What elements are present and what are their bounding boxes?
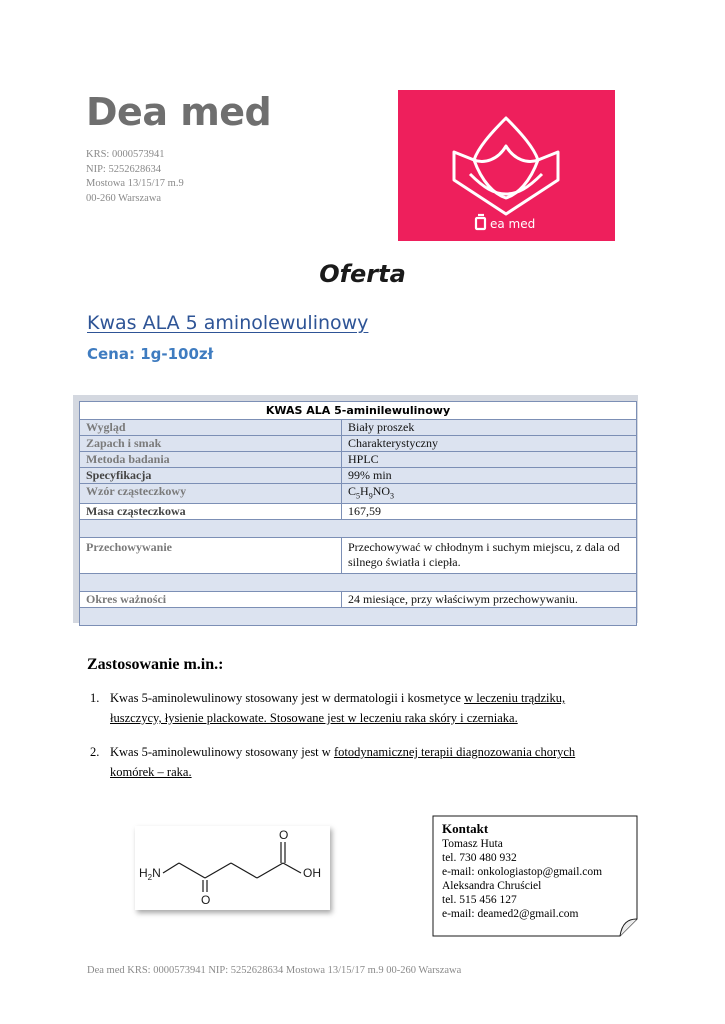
spec-label: Wygląd — [80, 420, 342, 436]
hydroxyl-group: OH — [303, 866, 321, 880]
table-row — [80, 538, 637, 574]
spec-value: 167,59 — [342, 504, 637, 520]
product-name: Kwas ALA 5 aminolewulinowy — [87, 312, 369, 334]
company-info — [86, 148, 184, 206]
spec-label: Zapach i smak — [80, 436, 342, 452]
molecule-structure — [135, 826, 330, 910]
spec-label: Wzór cząsteczkowy — [80, 484, 342, 504]
logo-text: ea med — [490, 217, 536, 231]
spec-value: 24 miesiące, przy właściwym przechowywaniu. — [342, 592, 637, 608]
list-item: 2. Kwas 5-aminolewulinowy stosowany jest w fotodynamicznej terapii diagnozowania chorych komórek – raka. — [110, 742, 630, 782]
company-nip: NIP: 5252628634 — [86, 163, 161, 175]
spec-value: Przechowywać w chłodnym i suchym miejscu, z dala od silnego światła i ciepła. — [342, 538, 637, 574]
product-price: Cena: 1g-100zł — [87, 345, 214, 363]
list-number: 1. — [90, 691, 100, 705]
lotus-icon — [398, 90, 615, 241]
list-number: 2. — [90, 745, 100, 759]
amine-group: $H_2N$ — [139, 866, 161, 882]
spec-value: Charakterystyczny — [342, 436, 637, 452]
table-row — [80, 436, 637, 452]
contact-line: tel. 730 480 932 — [442, 852, 517, 864]
spec-table-header: KWAS ALA 5-aminilewulinowy — [80, 402, 637, 420]
spec-label: Specyfikacja — [80, 468, 342, 484]
spec-label: Metoda badania — [80, 452, 342, 468]
contact-line: tel. 515 456 127 — [442, 894, 517, 906]
table-row — [80, 504, 637, 520]
carbonyl-oxygen: O — [279, 828, 289, 842]
contact-line: Aleksandra Chruściel — [442, 880, 542, 892]
spec-value: Biały proszek — [342, 420, 637, 436]
table-spacer-row — [80, 520, 637, 538]
table-row — [80, 592, 637, 608]
table-row — [80, 468, 637, 484]
uses-heading: Zastosowanie m.in.: — [87, 656, 224, 673]
table-spacer-row — [80, 608, 637, 626]
company-street: Mostowa 13/15/17 m.9 — [86, 178, 184, 189]
list-item: 1. Kwas 5-aminolewulinowy stosowany jest w dermatologii i kosmetyce w leczeniu trądziku, łuszczycy, łysienie plackowate. Stosowane jest w leczeniu raka skóry i czerniaka. — [110, 688, 630, 728]
spec-label: Masa cząsteczkowa — [80, 504, 342, 520]
company-name: Dea med — [86, 90, 272, 134]
table-row — [80, 452, 637, 468]
contact-box — [432, 815, 638, 937]
contact-email[interactable]: e-mail: deamed2@gmail.com — [442, 908, 579, 920]
company-city: 00-260 Warszawa — [86, 192, 162, 204]
table-row — [80, 420, 637, 436]
contact-title: Kontakt — [442, 821, 489, 836]
spec-formula: $C_5H_9NO_3$ — [342, 484, 637, 504]
company-logo — [398, 90, 615, 241]
contact-line: Tomasz Huta — [442, 838, 503, 850]
table-row — [80, 484, 637, 504]
contact-email[interactable]: e-mail: onkologiastop@gmail.com — [442, 866, 603, 878]
page-title: Oferta — [319, 260, 406, 288]
page-footer: Dea med KRS: 0000573941 NIP: 5252628634 Mostowa 13/15/17 m.9 00-260 Warszawa — [87, 965, 462, 976]
company-krs: KRS: 0000573941 — [86, 149, 165, 160]
spec-value: 99% min — [342, 468, 637, 484]
spec-label: Okres ważności — [80, 592, 342, 608]
table-spacer-row — [80, 574, 637, 592]
spec-label: Przechowywanie — [80, 538, 342, 574]
spec-value: HPLC — [342, 452, 637, 468]
spec-table — [79, 401, 637, 626]
ketone-oxygen: O — [201, 893, 211, 907]
